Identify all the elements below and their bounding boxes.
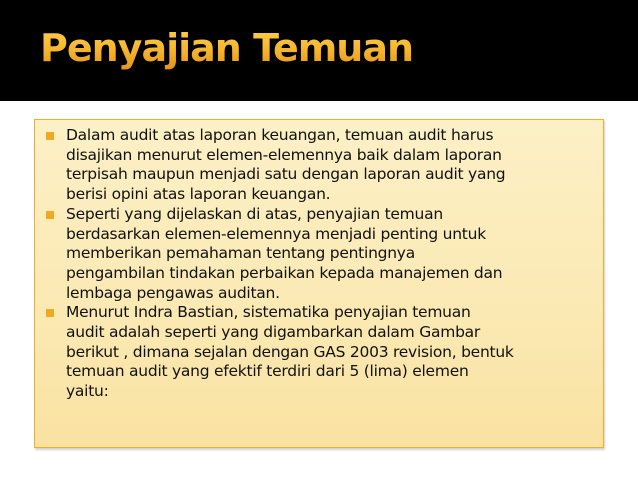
slide-title: Penyajian Temuan (40, 26, 414, 70)
square-bullet-icon (46, 211, 54, 219)
bullet-item-1 (41, 126, 593, 205)
bullet-item-3 (41, 303, 593, 402)
square-bullet-icon (46, 132, 54, 140)
bullet-text-1: Dalam audit atas laporan keuangan, temuan audit harus disajikan menurut elemen-elemennya baik dalam laporan terpisah maupun menjadi satu dengan laporan audit yang berisi opini atas laporan keuangan. (66, 126, 506, 204)
bullet-item-2 (41, 205, 593, 304)
bullet-text-2: Seperti yang dijelaskan di atas, penyajian temuan berdasarkan elemen-elemennya menjadi penting untuk memberikan pemahaman tentang pentingnya pengambilan tindakan perbaikan kepada manajemen dan lembaga pengawas auditan. (66, 204, 503, 302)
content-box (34, 119, 604, 448)
title-bar (0, 0, 638, 101)
square-bullet-icon (46, 309, 54, 317)
bullet-text-3: Menurut Indra Bastian, sistematika penyajian temuan audit adalah seperti yang digambarkan dalam Gambar berikut , dimana sejalan dengan GAS 2003 revision, bentuk temuan audit yang efektif terdiri dari 5 (lima) elemen yaitu: (66, 303, 514, 401)
